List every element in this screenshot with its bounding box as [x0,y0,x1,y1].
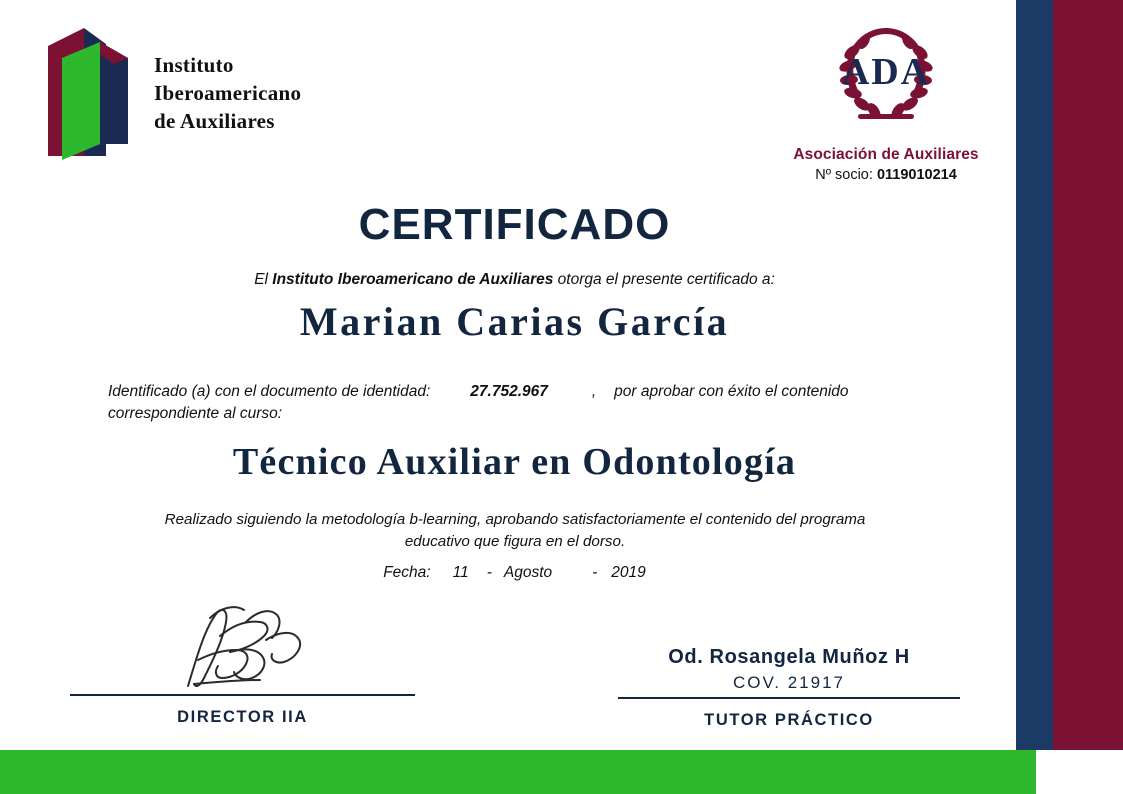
member-label: Nº socio: [815,167,873,183]
certificate-title: CERTIFICADO [358,200,671,249]
svg-text:ADA: ADA [841,51,931,93]
tutor-name: Od. Rosangela Muñoz H [668,646,910,668]
date-day: 11 [452,564,469,581]
date-separator-1: - [486,564,492,581]
member-number: 0119010214 [876,167,957,183]
handwritten-signature-icon [70,600,415,692]
id-prefix: Identificado (a) con el documento de identidad: [108,383,431,400]
decorative-bar-maroon [1053,0,1123,750]
tutor-license: COV. 21917 [733,673,845,692]
grant-entity: Instituto Iberoamericano de Auxiliares [272,271,554,288]
institute-name-line3: de Auxiliares [154,108,275,133]
identification-paragraph [108,381,923,426]
signature-role-director: DIRECTOR IIA [177,708,308,726]
date-month: Agosto [503,564,553,581]
institute-name-line2: Iberoamericano [154,81,302,106]
grant-suffix: otorga el presente certificado a: [553,271,775,288]
date-label: Fecha: [383,564,431,581]
date-line [0,564,1029,582]
signature-line-tutor [618,697,960,699]
id-number: 27.752.967 [470,383,548,400]
course-name: Técnico Auxiliar en Odontología [232,441,797,483]
date-separator-2: - [592,564,598,581]
signature-line-director [70,694,415,696]
signature-role-tutor: TUTOR PRÁCTICO [704,711,874,729]
method-paragraph: Realizado siguiendo la metodología b-learning, aprobando satisfactoriamente el contenido del programa educativo que figura en el dorso. [164,511,866,551]
date-year: 2019 [611,564,646,581]
grant-prefix: El [254,271,273,288]
decorative-bar-white [1036,750,1123,794]
grant-line [0,271,1029,289]
id-middle-text: por aprobar con éxito el contenido correspondiente al curso: [108,383,849,423]
id-comma: , [591,383,597,400]
recipient-name: Marian Carias García [299,299,730,344]
institute-name-line1: Instituto [154,53,234,78]
signature-block-director [70,600,415,727]
decorative-bar-green [0,750,1036,794]
association-name: Asociación de Auxiliares [793,146,979,163]
signature-block-tutor [618,600,960,730]
